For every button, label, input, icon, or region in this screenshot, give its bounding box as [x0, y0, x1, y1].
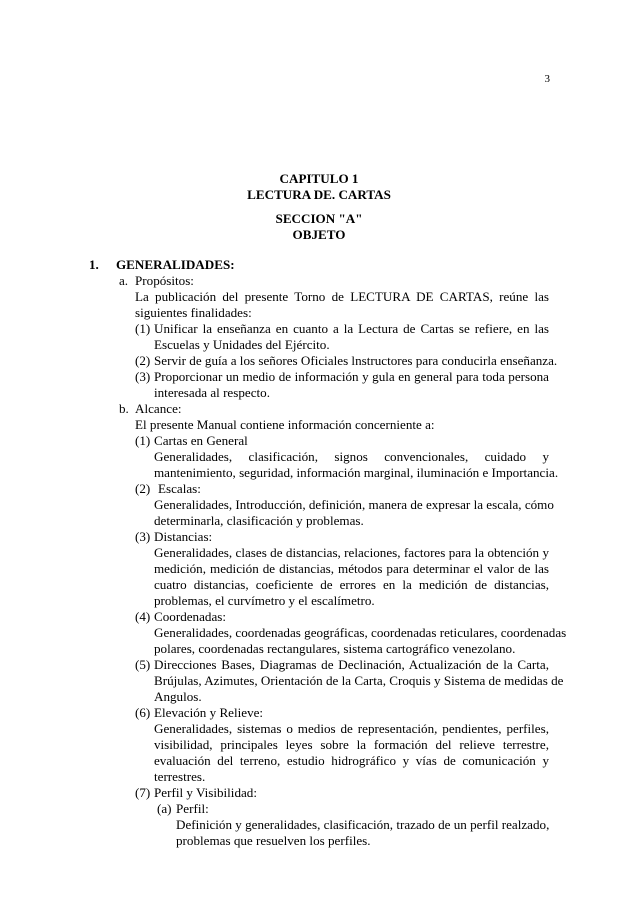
section-title: OBJETO — [292, 227, 346, 242]
list-item-text: determinarla, clasificación y problemas. — [154, 513, 364, 528]
item-a-title: Propósitos: — [135, 273, 194, 288]
list-item-text: cuatro distancias, coeficiente de errores en la medición de distancias, — [154, 577, 549, 592]
list-item-text: Escuelas y Unidades del Ejército. — [154, 337, 330, 352]
section-heading-generalidades: GENERALIDADES: — [116, 257, 235, 272]
item-a-intro-line: siguientes finalidades: — [135, 305, 252, 320]
list-item-marker: (1) — [135, 433, 151, 448]
list-item-text: Unificar la enseñanza en cuanto a la Lectura de Cartas se refiere, en las — [154, 321, 549, 336]
item-a-marker: a. — [119, 273, 129, 288]
list-item-text: visibilidad, principales leyes sobre la formación del relieve terrestre, — [154, 737, 549, 752]
item-b-intro: El presente Manual contiene información concerniente a: — [135, 417, 435, 432]
list-item-text: Generalidades, sistemas o medios de representación, pendientes, perfiles, — [154, 721, 549, 736]
section-heading: SECCION "A" — [275, 211, 363, 226]
item-b-marker: b. — [119, 401, 129, 416]
list-item-text: Proporcionar un medio de información y gula en general para toda persona — [154, 369, 549, 384]
list-item-text: problemas, el curvímetro y el escalímetro. — [154, 593, 375, 608]
list-item-marker: (5) — [135, 657, 151, 672]
list-item-title: Coordenadas: — [154, 609, 226, 624]
list-item-text: evaluación del terreno, estudio hidrográfico y vías de comunicación y — [154, 753, 549, 768]
list-item-text: mantenimiento, seguridad, información marginal, iluminación e Importancia. — [154, 465, 559, 480]
item-a-intro-line: La publicación del presente Torno de LECTURA DE CARTAS, reúne las — [135, 289, 549, 304]
list-item-text: Generalidades, clasificación, signos convencionales, cuidado y — [154, 449, 549, 464]
list-item-marker: (2) — [135, 481, 151, 496]
list-item-text: Angulos. — [154, 689, 202, 704]
sub-item-title: Perfil: — [176, 801, 209, 816]
list-item-text: Generalidades, coordenadas geográficas, coordenadas reticulares, coordenadas — [154, 625, 567, 640]
list-item-marker: (2) — [135, 353, 151, 368]
list-item-title: Elevación y Relieve: — [154, 705, 264, 720]
list-item-text: Brújulas, Azimutes, Orientación de la Carta, Croquis y Sistema de medidas de — [154, 673, 564, 688]
list-item-marker: (6) — [135, 705, 151, 720]
list-item-title: Direcciones Bases, Diagramas de Declinación, Actualización de la Carta, — [154, 657, 549, 672]
item-b-title: Alcance: — [135, 401, 182, 416]
list-item-marker: (4) — [135, 609, 151, 624]
sub-item-marker: (a) — [157, 801, 172, 816]
page-number: 3 — [544, 73, 550, 85]
sub-item-text: problemas que resuelven los perfiles. — [176, 833, 371, 848]
section-number: 1. — [89, 257, 99, 272]
chapter-title: LECTURA DE. CARTAS — [247, 187, 391, 202]
list-item-marker: (3) — [135, 529, 151, 544]
list-item-text: terrestres. — [154, 769, 206, 784]
list-item-marker: (3) — [135, 369, 151, 384]
list-item-title: Perfil y Visibilidad: — [154, 785, 257, 800]
list-item-marker: (1) — [135, 321, 151, 336]
list-item-text: Generalidades, clases de distancias, relaciones, factores para la obtención y — [154, 545, 549, 560]
list-item-text: polares, coordenadas rectangulares, sistema cartográfico venezolano. — [154, 641, 516, 656]
list-item-text: medición, medición de distancias, métodos para determinar el valor de las — [154, 561, 549, 576]
list-item-text: Generalidades, Introducción, definición, manera de expresar la escala, cómo — [154, 497, 554, 512]
list-item-text: interesada al respecto. — [154, 385, 270, 400]
sub-item-text: Definición y generalidades, clasificación, trazado de un perfil realzado, — [176, 817, 550, 832]
list-item-title: Cartas en General — [154, 433, 248, 448]
list-item-marker: (7) — [135, 785, 151, 800]
list-item-title: Distancias: — [154, 529, 213, 544]
list-item-title: Escalas: — [158, 481, 201, 496]
chapter-heading: CAPITULO 1 — [279, 171, 359, 186]
list-item-text: Servir de guía a los señores Oficiales lnstructores para conducirla enseñanza. — [154, 353, 558, 368]
